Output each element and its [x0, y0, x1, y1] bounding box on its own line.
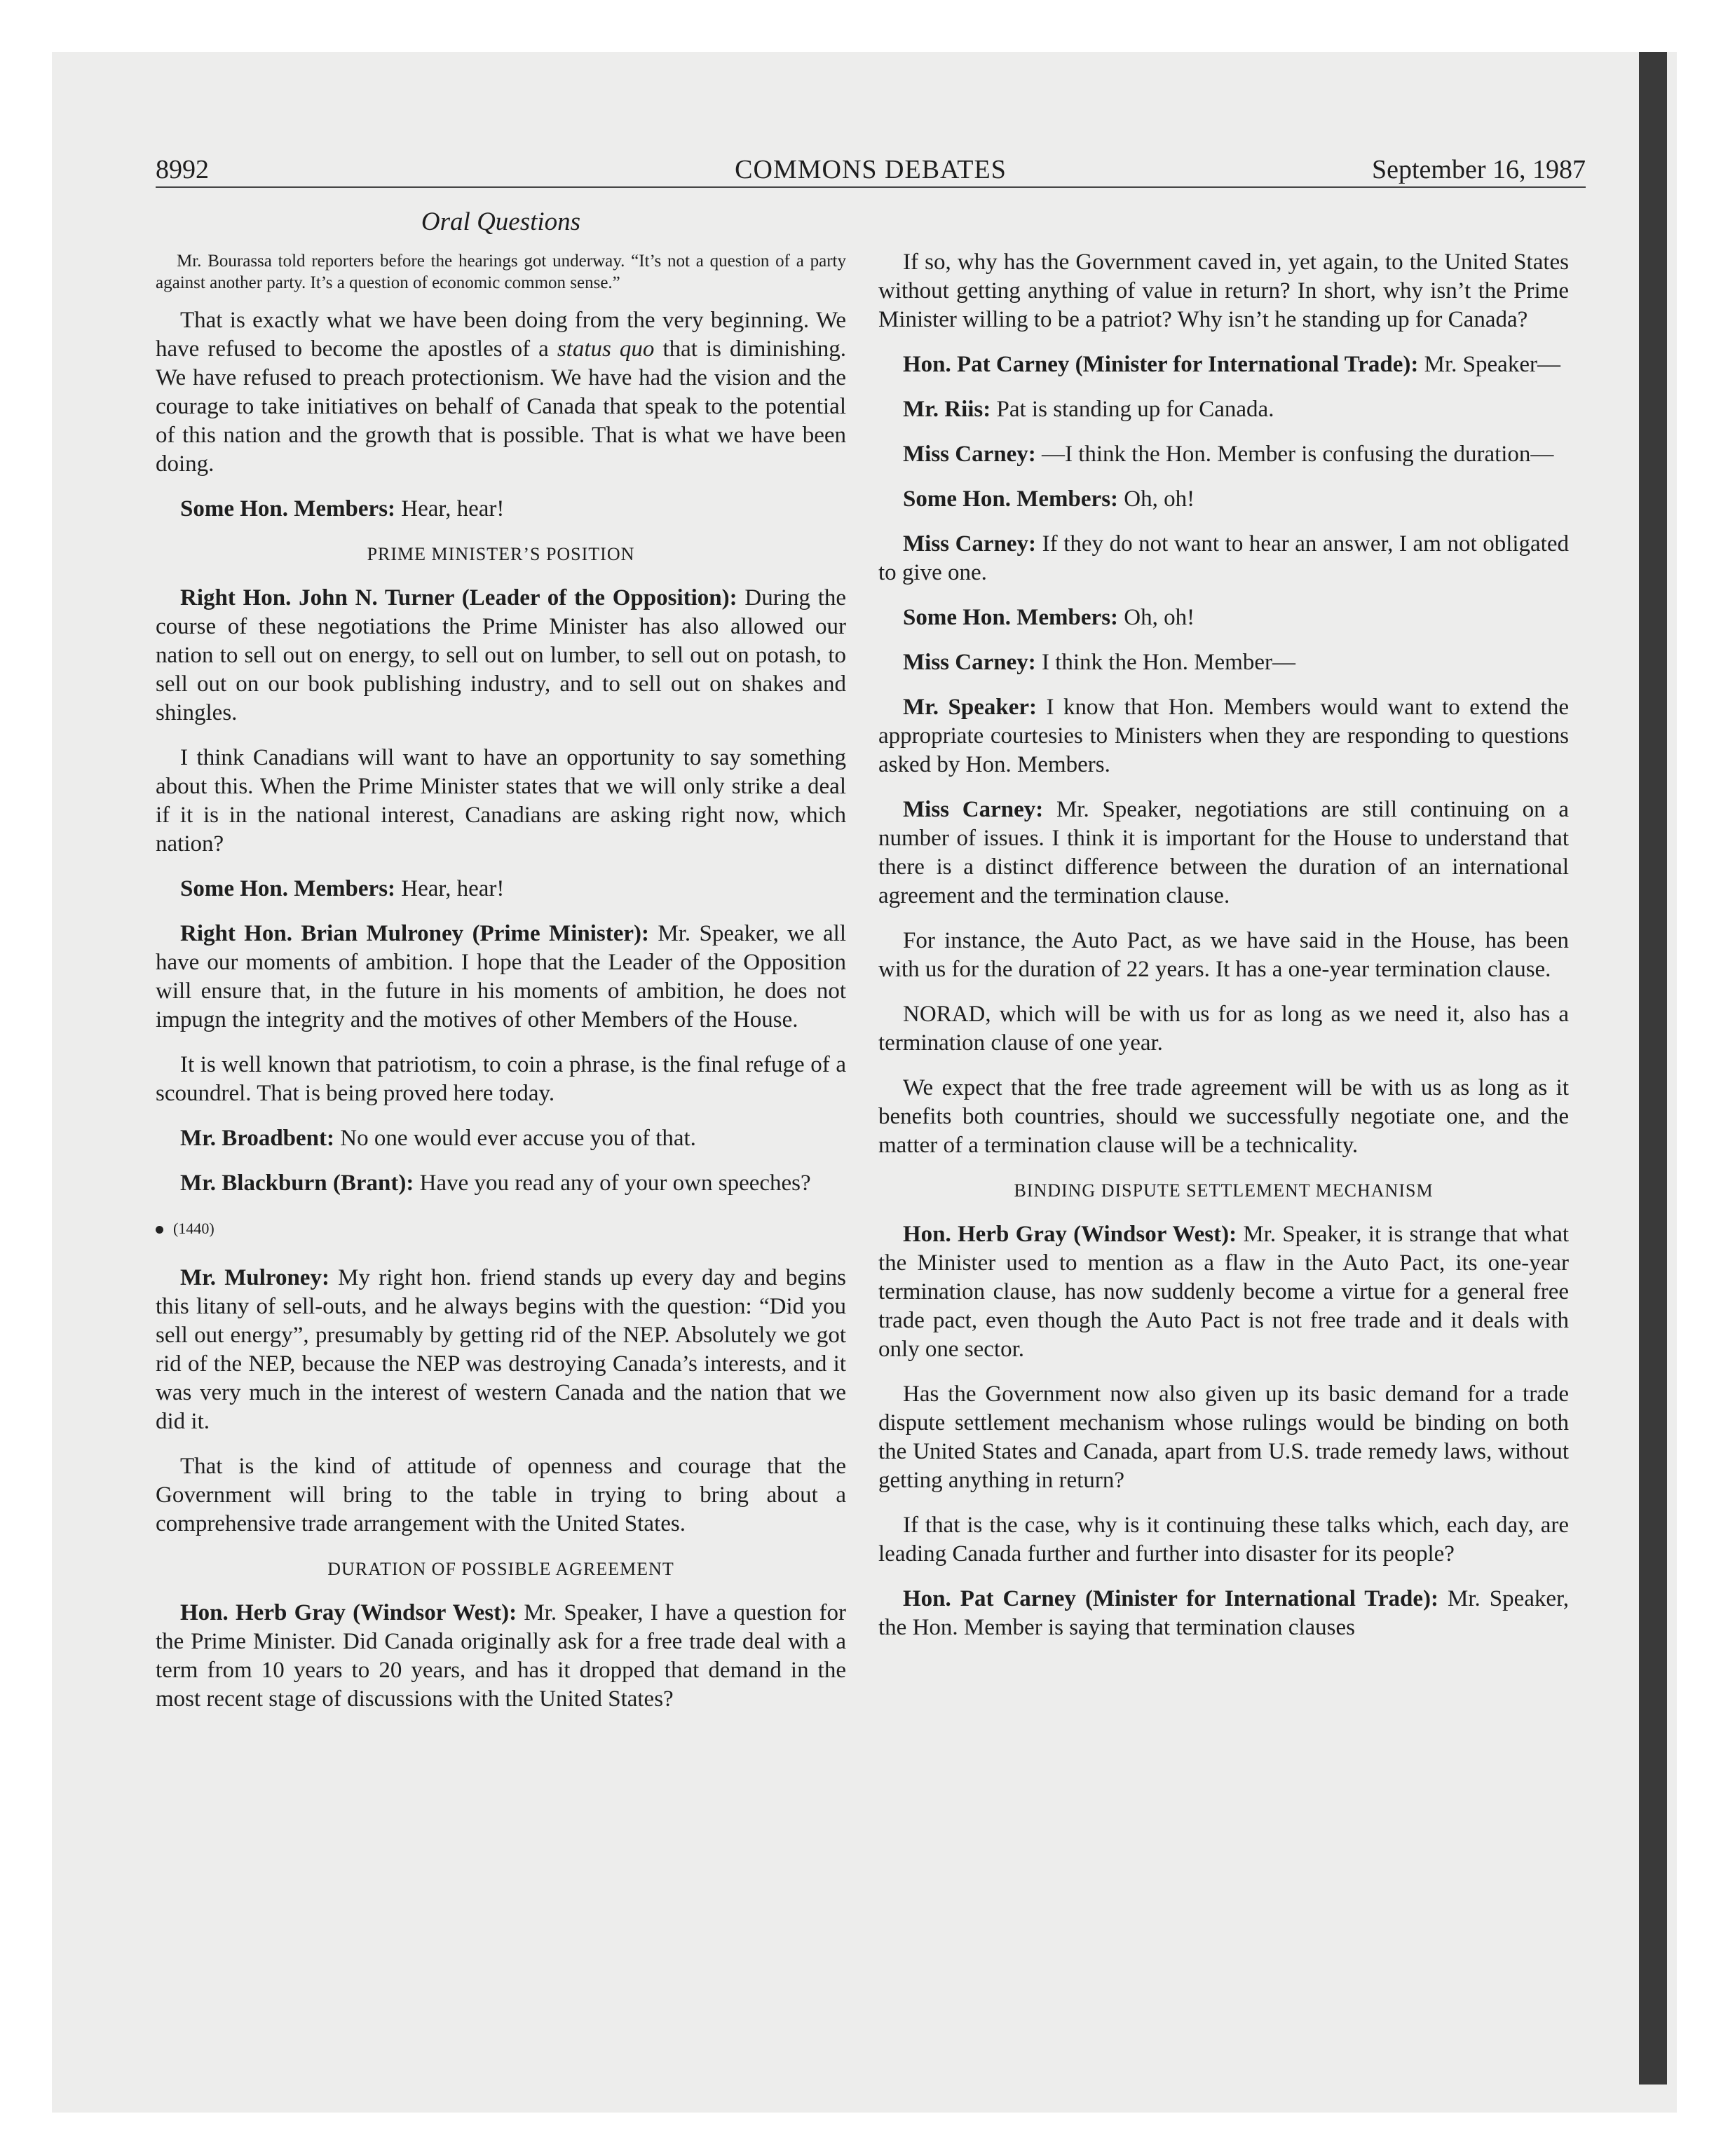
paragraph: We expect that the free trade agreement will be with us as long as it benefits both countries, should we successfully negotiate one, and the matter of a termination clause will be a technicality.: [878, 1075, 1569, 1158]
paragraph: Mr. Blackburn (Brant): Have you read any of your own speeches?: [180, 1171, 811, 1196]
speaker-name: Hon. Pat Carney (Minister for International Trade):: [903, 352, 1419, 377]
speaker-name: Miss Carney:: [903, 797, 1044, 822]
paragraph: I think Canadians will want to have an opportunity to say something about this. When the Prime Minister states that we will only strike a deal if it is in the national interest, Canadians are asking right now, which nation?: [156, 745, 846, 857]
paragraph: That is exactly what we have been doing from the very beginning. We have refused to become the apostles of a status quo that is diminishing. We have refused to preach protectionism. We have had the vision and the courage to take initiatives on behalf of Canada that speak to the potential of this nation and the growth that is possible. That is what we have been doing.: [156, 308, 846, 477]
speaker-name: Right Hon. John N. Turner (Leader of the Opposition):: [180, 585, 737, 610]
quoted-passage: Mr. Bourassa told reporters before the hearings got underway. “It’s not a question of a party against another party. It’s a question of economic common sense.”: [156, 252, 846, 292]
section-heading: PRIME MINISTER’S POSITION: [367, 544, 635, 564]
speaker-name: Miss Carney:: [903, 442, 1036, 467]
publication-title: COMMONS DEBATES: [735, 155, 1007, 184]
speaker-name: Miss Carney:: [903, 531, 1037, 557]
page-header: [156, 154, 1586, 189]
speaker-name: Hon. Pat Carney (Minister for International Trade):: [903, 1586, 1438, 1611]
paragraph: It is well known that patriotism, to coin a phrase, is the final refuge of a scoundrel. That is being proved here today.: [156, 1052, 846, 1106]
paragraph: Some Hon. Members: Hear, hear!: [180, 496, 505, 521]
paragraph: NORAD, which will be with us for as long as we need it, also has a termination clause of one year.: [878, 1002, 1569, 1056]
speaker-name: Right Hon. Brian Mulroney (Prime Minister):: [180, 921, 649, 946]
speaker-name: Mr. Blackburn (Brant):: [180, 1171, 414, 1196]
paragraph: Right Hon. Brian Mulroney (Prime Minister): Mr. Speaker, we all have our moments of ambition. I hope that the Leader of the Opposition will ensure that, in the future in his moments of ambition, he does not impugn the integrity and the motives of other Members of the House.: [156, 921, 846, 1032]
speaker-name: Some Hon. Members:: [180, 876, 396, 901]
section-label: Oral Questions: [421, 207, 581, 236]
paragraph: Mr. Riis: Pat is standing up for Canada.: [903, 397, 1274, 422]
speaker-name: Some Hon. Members:: [180, 496, 396, 521]
speaker-name: Hon. Herb Gray (Windsor West):: [180, 1600, 517, 1625]
speaker-name: Hon. Herb Gray (Windsor West):: [903, 1222, 1237, 1247]
speaker-name: Some Hon. Members:: [903, 605, 1119, 630]
paragraph: Hon. Herb Gray (Windsor West): Mr. Speaker, I have a question for the Prime Minister. Did Canada originally ask for a free trade deal with a term from 10 years to 20 years, and has it dropped that demand in the most recent stage of discussions with the United States?: [156, 1600, 846, 1712]
speaker-name: Some Hon. Members:: [903, 486, 1119, 512]
emphasis-text: status quo: [557, 336, 655, 362]
paragraph: Has the Government now also given up its basic demand for a trade dispute settlement mechanism whose rulings would be binding on both the United States and Canada, apart from U.S. trade remedy laws, without getting anything in return?: [878, 1381, 1569, 1493]
scan-edge-shadow: [1639, 52, 1667, 2085]
paragraph: Some Hon. Members: Oh, oh!: [903, 605, 1195, 630]
right-column: [878, 200, 1569, 1658]
paragraph: That is the kind of attitude of openness and courage that the Government will bring to the table in trying to bring about a comprehensive trade arrangement with the United States.: [156, 1454, 846, 1536]
paragraph: Miss Carney: I think the Hon. Member—: [903, 650, 1295, 675]
paragraph: Miss Carney: If they do not want to hear an answer, I am not obligated to give one.: [878, 531, 1570, 585]
paragraph: Mr. Broadbent: No one would ever accuse you of that.: [180, 1126, 696, 1151]
section-heading: DURATION OF POSSIBLE AGREEMENT: [327, 1559, 674, 1579]
section-heading: BINDING DISPUTE SETTLEMENT MECHANISM: [1014, 1180, 1434, 1201]
speaker-name: Mr. Riis:: [903, 397, 991, 422]
speaker-name: Miss Carney:: [903, 650, 1036, 675]
paragraph: If that is the case, why is it continuing these talks which, each day, are leading Canada further and further into disaster for its people?: [878, 1513, 1569, 1567]
speaker-name: Mr. Speaker:: [903, 695, 1037, 720]
bullet-dot-icon: [156, 1226, 163, 1234]
left-column: [156, 200, 846, 1730]
paragraph: Mr. Speaker: I know that Hon. Members would want to extend the appropriate courtesies to Ministers when they are responding to questions asked by Hon. Members.: [878, 695, 1569, 777]
paragraph: Hon. Pat Carney (Minister for International Trade): Mr. Speaker—: [903, 352, 1560, 377]
paragraph: Some Hon. Members: Hear, hear!: [180, 876, 505, 901]
paragraph: Hon. Pat Carney (Minister for International Trade): Mr. Speaker, the Hon. Member is saying that termination clauses: [878, 1586, 1569, 1640]
paragraph: For instance, the Auto Pact, as we have said in the House, has been with us for the duration of 22 years. It has a one-year termination clause.: [878, 928, 1569, 982]
speaker-name: Mr. Mulroney:: [180, 1265, 329, 1290]
publication-date: September 16, 1987: [1371, 155, 1586, 184]
time-marker: (1440): [156, 1214, 846, 1243]
paragraph: Miss Carney: Mr. Speaker, negotiations are still continuing on a number of issues. I think it is important for the House to understand that there is a distinct difference between the duration of an international agreement and the termination clause.: [878, 797, 1570, 908]
paragraph: Right Hon. John N. Turner (Leader of the Opposition): During the course of these negotiations the Prime Minister has also allowed our nation to sell out on energy, to sell out on lumber, to sell out on potash, to sell out on our book publishing industry, and to sell out on shakes and shingles.: [156, 585, 847, 725]
paragraph: Miss Carney: —I think the Hon. Member is confusing the duration—: [903, 442, 1554, 467]
paragraph: Hon. Herb Gray (Windsor West): Mr. Speaker, it is strange that what the Minister used to mention as a flaw in the Auto Pact, its one-year termination clause, has now suddenly become a virtue for a general free trade pact, even though the Auto Pact is not free trade and it deals with only one sector.: [878, 1222, 1570, 1362]
paragraph: Some Hon. Members: Oh, oh!: [903, 486, 1195, 512]
header-rule: [156, 186, 1586, 188]
paragraph: If so, why has the Government caved in, yet again, to the United States without getting anything of value in return? In short, why isn’t the Prime Minister willing to be a patriot? Why isn’t he standing up for Canada?: [878, 250, 1569, 332]
paragraph: Mr. Mulroney: My right hon. friend stands up every day and begins this litany of sell-outs, and he always begins with the question: “Did you sell out energy”, presumably by getting rid of the NEP. Absolutely we got rid of the NEP, because the NEP was destroying Canada’s interests, and it was very much in the interest of western Canada and the nation that we did it.: [156, 1265, 846, 1434]
speaker-name: Mr. Broadbent:: [180, 1126, 335, 1151]
page-number: 8992: [156, 155, 209, 184]
